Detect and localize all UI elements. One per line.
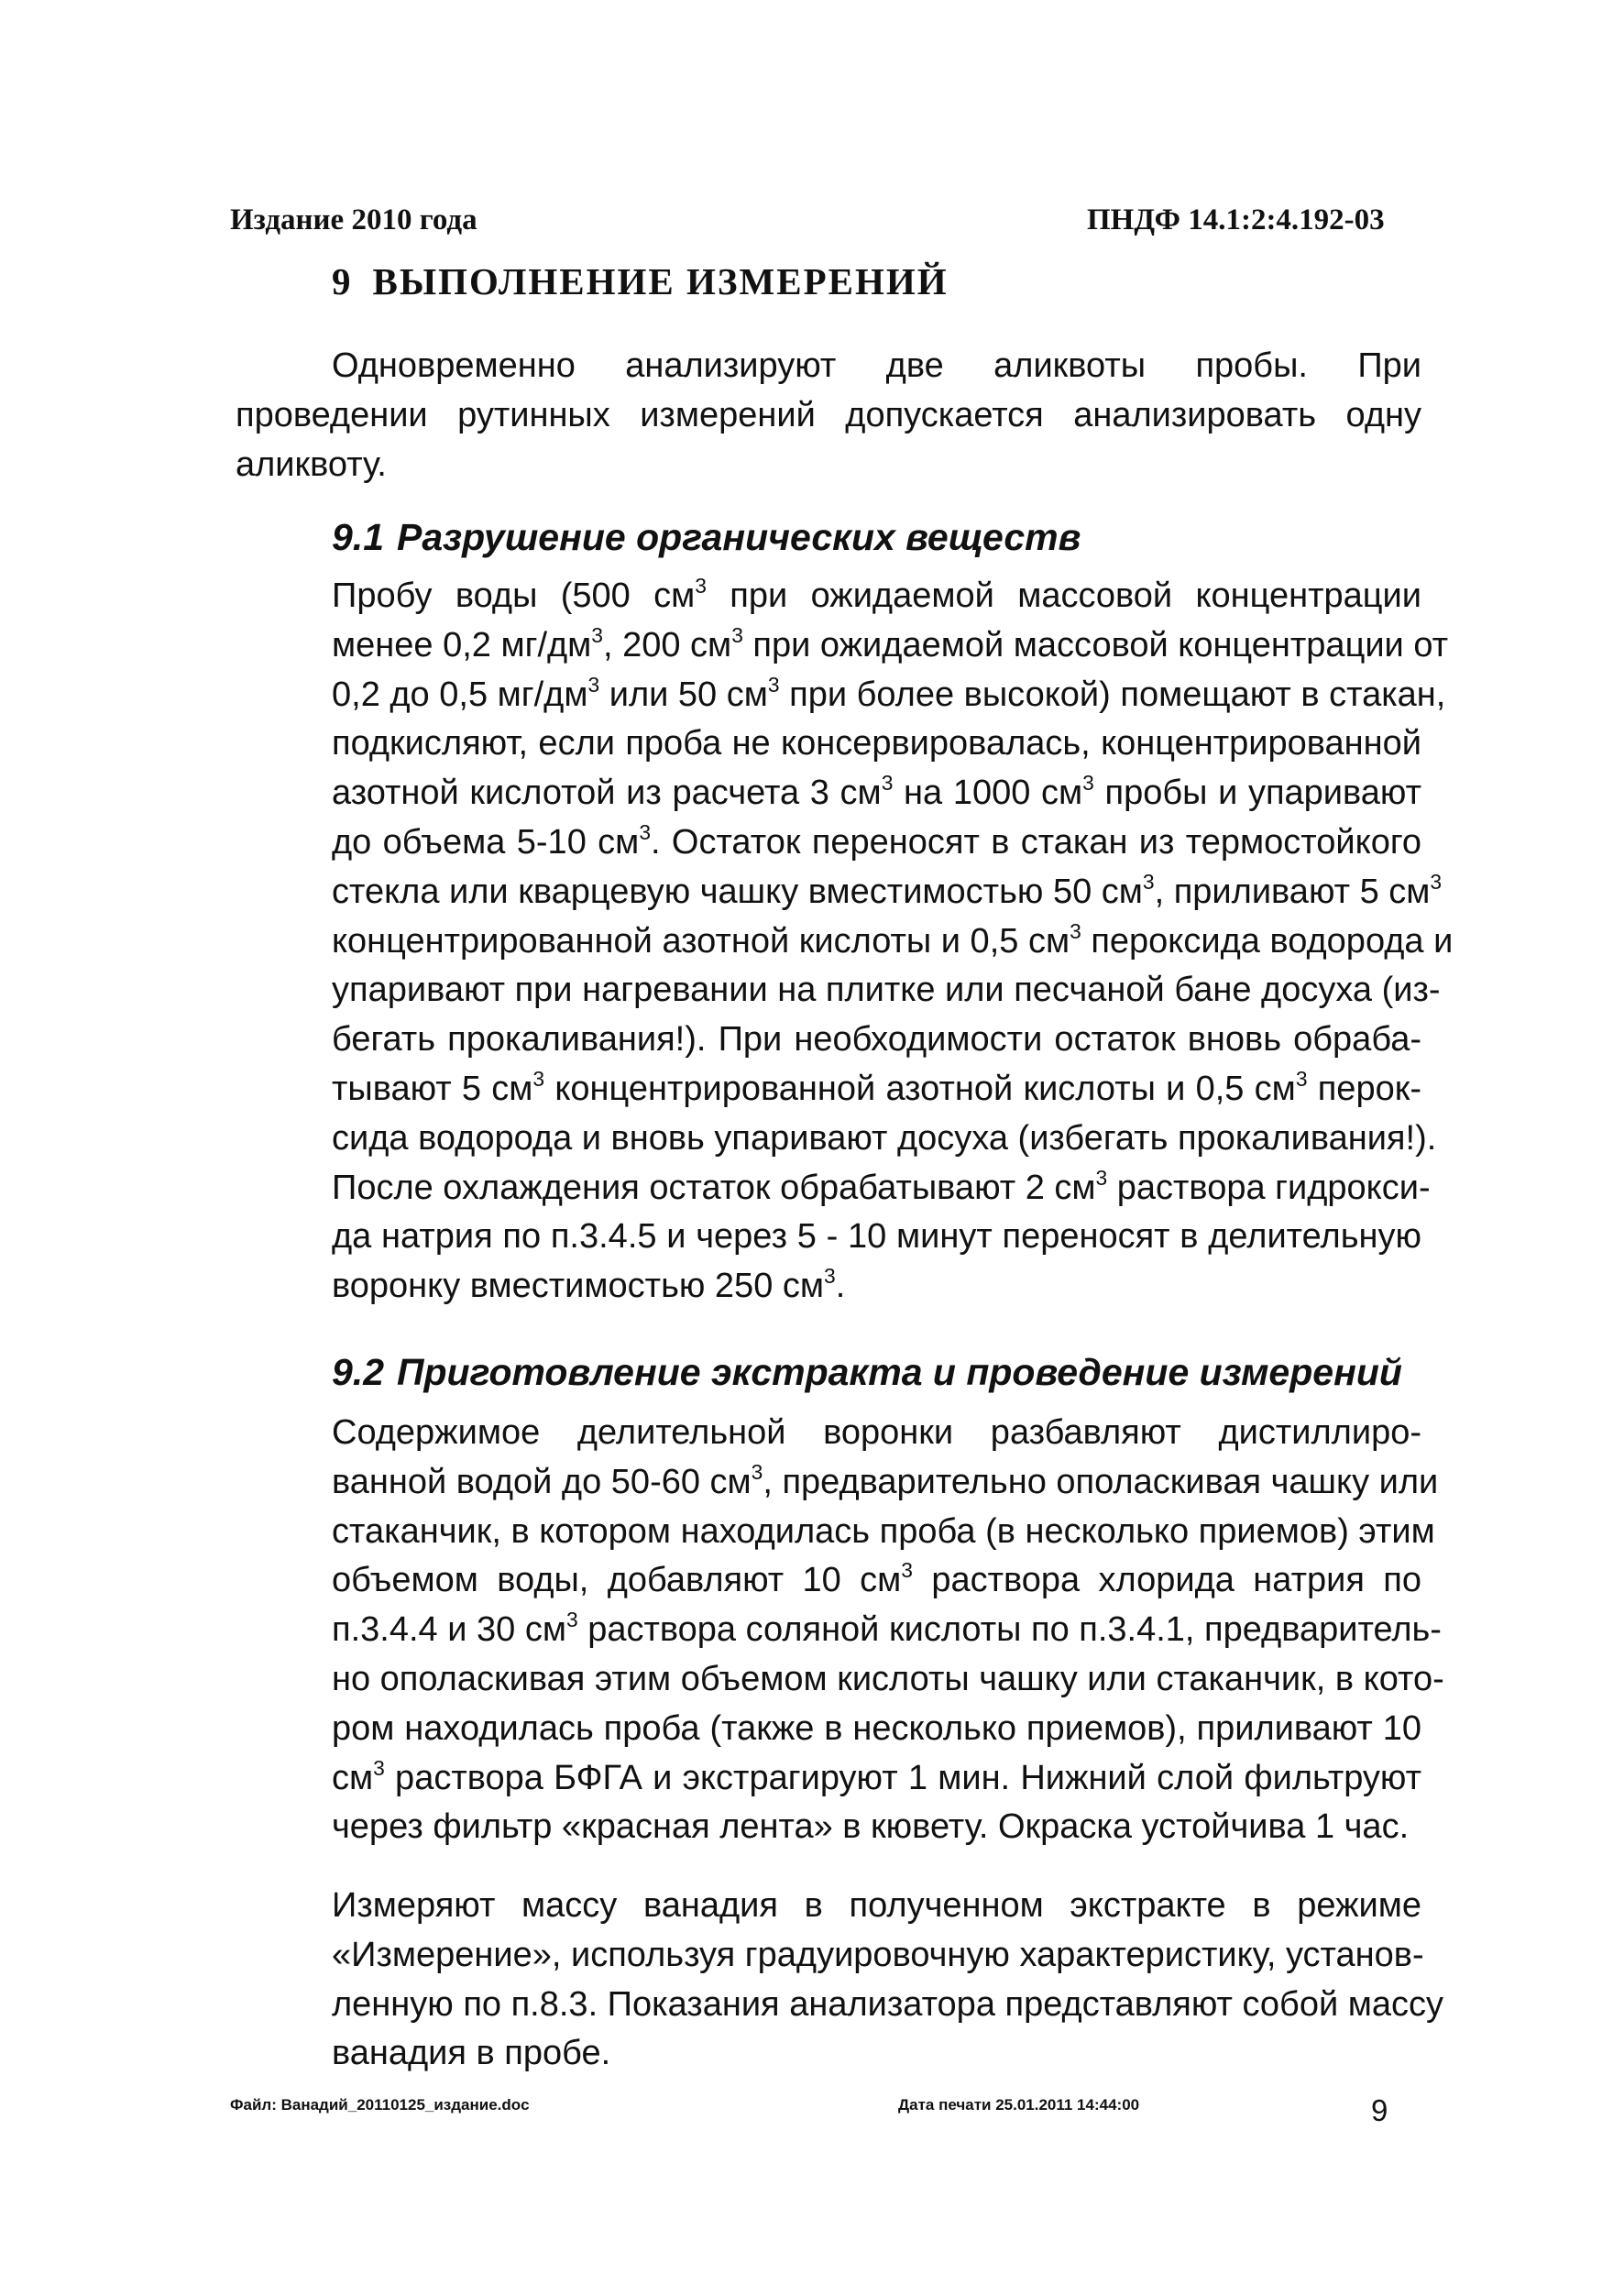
text-line: стаканчик, в котором находилась проба (в несколько приемов) этим xyxy=(332,1511,1435,1551)
text-line: объемом воды, добавляют 10 $см^3$ раствора хлорида натрия по xyxy=(332,1558,1421,1600)
text-line: ванной водой до 50-60 $см^3$, предварительно ополаскивая чашку или xyxy=(332,1459,1439,1501)
text-line: п.3.4.4 и 30 $см^3$ раствора соляной кислоты по п.3.4.1, предваритель- xyxy=(332,1608,1442,1650)
text-line: После охлаждения остаток обрабатывают 2 $см^3$ раствора гидрокси- xyxy=(332,1165,1431,1207)
text-line: воронку вместимостью 250 $см^3$. xyxy=(332,1264,846,1306)
section-heading xyxy=(332,259,949,303)
document-code: ПНДФ 14.1:2:4.192-03 xyxy=(1087,203,1385,236)
paragraph-digestion xyxy=(236,572,1454,1312)
text-line: до объема 5-10 $см^3$. Остаток переносят в стакан из термостойкого xyxy=(332,820,1421,862)
edition-label: Издание 2010 года xyxy=(230,203,477,236)
text-line: подкисляют, если проба не консервировалась, концентрированной xyxy=(332,724,1421,763)
paragraph-extraction xyxy=(236,1409,1444,1852)
text-line: бегать прокаливания!). При необходимости остаток вновь обраба- xyxy=(332,1020,1421,1060)
text-line: 0,2 до 0,5 $мг/дм^3$ или 50 $см^3$ при более высокой) помещают в стакан, xyxy=(332,672,1446,714)
subsection-title: Приготовление экстракта и проведение измерений xyxy=(397,1351,1402,1393)
subsection-number: 9.2 xyxy=(332,1351,384,1393)
footer-print-date: Дата печати 25.01.2011 14:44:00 xyxy=(898,2096,1140,2114)
footer-file-name: Файл: Ванадий_20110125_издание.doc xyxy=(230,2096,530,2114)
section-title: ВЫПОЛНЕНИЕ ИЗМЕРЕНИЙ xyxy=(372,260,949,302)
text-line: сида водорода и вновь упаривают досуха (избегать прокаливания!). xyxy=(332,1118,1437,1158)
text-line: Содержимое делительной воронки разбавляют дистиллиро- xyxy=(332,1413,1421,1452)
text-line: азотной кислотой из расчета 3 $см^3$ на 1000 $см^3$ пробы и упаривают xyxy=(332,771,1421,813)
text-line: менее 0,2 $мг/дм^3$, 200 $см^3$ при ожидаемой массовой концентрации от xyxy=(332,622,1449,664)
subsection-heading-9-2 xyxy=(332,1351,1402,1394)
text-line: ром находилась проба (также в несколько приемов), приливают 10 xyxy=(332,1708,1421,1748)
text-line: «Измерение», используя градуировочную характеристику, установ- xyxy=(332,1935,1424,1974)
text-line: ванадия в пробе. xyxy=(332,2034,611,2073)
text-line: тывают 5 $см^3$ концентрированной азотной кислоты и 0,5 $см^3$ перок- xyxy=(332,1067,1421,1108)
text-line: ленную по п.8.3. Показания анализатора представляют собой массу xyxy=(332,1984,1443,2024)
text-line: стекла или кварцевую чашку вместимостью 50 $см^3$, приливают 5 $см^3$ xyxy=(332,869,1443,911)
text-line: концентрированной азотной кислоты и 0,5 $см^3$ пероксида водорода и xyxy=(332,918,1454,961)
text-line: Измеряют массу ванадия в полученном экстракте в режиме xyxy=(332,1886,1421,1925)
text-line: через фильтр «красная лента» в кювету. Окраска устойчива 1 час. xyxy=(332,1807,1410,1847)
subsection-number: 9.1 xyxy=(332,516,384,558)
text-line: упаривают при нагревании на плитке или песчаной бане досуха (из- xyxy=(332,971,1441,1010)
subsection-heading-9-1 xyxy=(332,516,1081,559)
text-line: но ополаскивая этим объемом кислоты чашку или стаканчик, в кото- xyxy=(332,1659,1444,1698)
text-line: $см^3$ раствора БФГА и экстрагируют 1 мин. Нижний слой фильтруют xyxy=(332,1755,1421,1797)
subsection-title: Разрушение органических веществ xyxy=(397,516,1081,558)
section-intro-paragraph: Одновременно анализируют две аликвоты пробы. При проведении рутинных измерений допускается анализировать одну аликвоту. xyxy=(236,346,1421,484)
paragraph-measurement xyxy=(236,1882,1443,2079)
page-number: 9 xyxy=(1371,2093,1388,2127)
text-line: Пробу воды (500 $см^3$ при ожидаемой массовой концентрации xyxy=(332,574,1421,615)
section-number: 9 xyxy=(332,260,353,302)
text-line: да натрия по п.3.4.5 и через 5 - 10 минут переносят в делительную xyxy=(332,1217,1421,1257)
